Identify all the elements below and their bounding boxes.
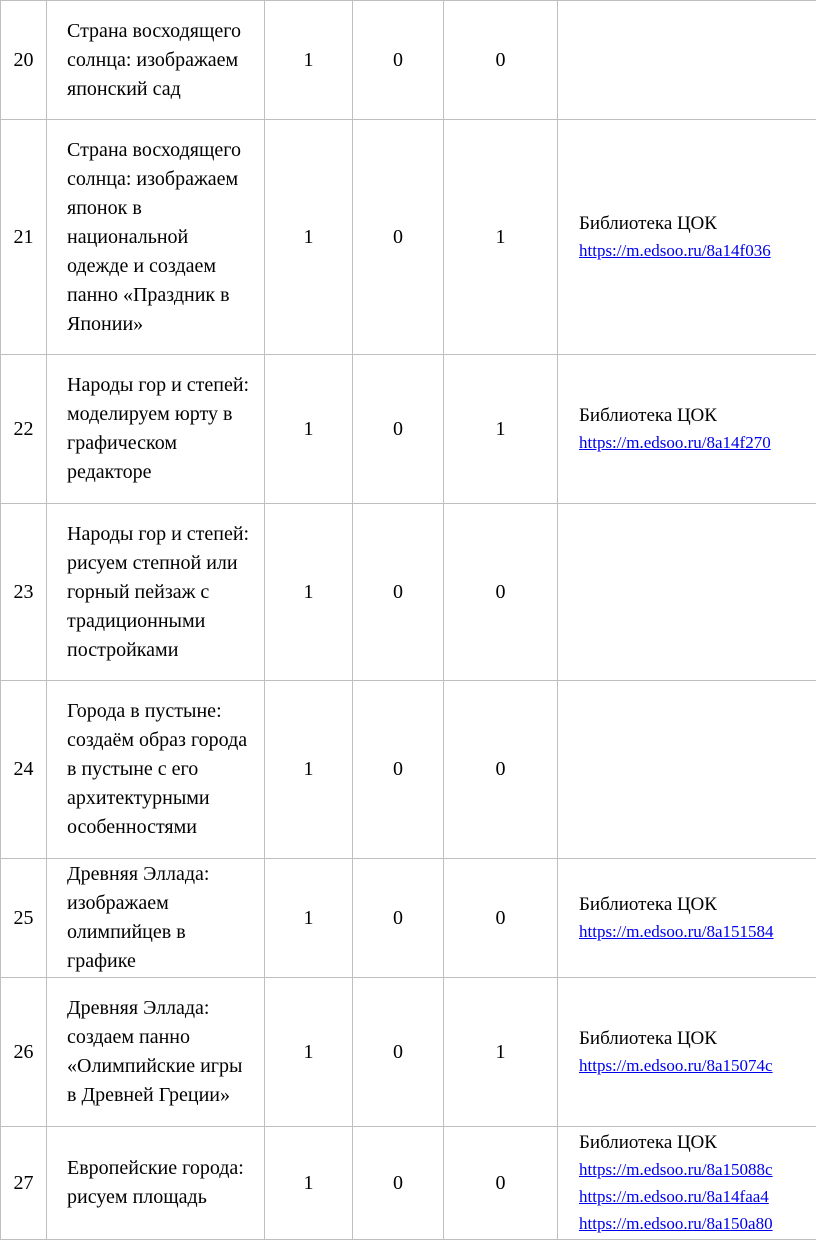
hours-total: 1 [265, 355, 353, 504]
resource-cell [558, 120, 816, 355]
resource-cell [558, 355, 816, 504]
lesson-topic: Страна восходящего солнца: изображаем японок в национальной одежде и создаем панно «Праздник в Японии» [47, 120, 265, 355]
lesson-topic: Народы гор и степей: моделируем юрту в графическом редакторе [47, 355, 265, 504]
resource-link[interactable]: https://m.edsoo.ru/8a15088c [579, 1156, 808, 1183]
resource-cell [558, 681, 816, 859]
lesson-number: 27 [1, 1127, 47, 1240]
table-row [1, 681, 816, 859]
lesson-number: 24 [1, 681, 47, 859]
hours-practice: 1 [444, 355, 558, 504]
resource-link[interactable]: https://m.edsoo.ru/8a14f270 [579, 429, 808, 456]
hours-total: 1 [265, 1127, 353, 1240]
table-row [1, 120, 816, 355]
lesson-number: 25 [1, 859, 47, 978]
lesson-number: 21 [1, 120, 47, 355]
lesson-number: 26 [1, 978, 47, 1127]
hours-test: 0 [353, 504, 444, 681]
hours-test: 0 [353, 1127, 444, 1240]
table-row [1, 355, 816, 504]
resource-cell [558, 1, 816, 120]
resource-cell [558, 1127, 816, 1240]
hours-total: 1 [265, 978, 353, 1127]
lesson-number: 22 [1, 355, 47, 504]
resource-cell [558, 859, 816, 978]
table-row [1, 1127, 816, 1240]
hours-test: 0 [353, 120, 444, 355]
resource-link[interactable]: https://m.edsoo.ru/8a151584 [579, 918, 808, 945]
hours-total: 1 [265, 120, 353, 355]
hours-practice: 0 [444, 504, 558, 681]
resource-label: Библиотека ЦОК [579, 210, 808, 237]
table-row [1, 859, 816, 978]
lesson-topic: Города в пустыне: создаём образ города в пустыне с его архитектурными особенностями [47, 681, 265, 859]
resource-cell [558, 504, 816, 681]
resource-link[interactable]: https://m.edsoo.ru/8a14f036 [579, 237, 808, 264]
table-row [1, 1, 816, 120]
hours-test: 0 [353, 859, 444, 978]
resource-cell [558, 978, 816, 1127]
hours-total: 1 [265, 1, 353, 120]
lesson-topic: Древняя Эллада: создаем панно «Олимпийские игры в Древней Греции» [47, 978, 265, 1127]
resource-label: Библиотека ЦОК [579, 402, 808, 429]
lesson-table-body [1, 1, 816, 1240]
hours-practice: 1 [444, 978, 558, 1127]
hours-practice: 0 [444, 859, 558, 978]
lesson-topic: Народы гор и степей: рисуем степной или горный пейзаж с традиционными постройками [47, 504, 265, 681]
hours-test: 0 [353, 681, 444, 859]
hours-total: 1 [265, 504, 353, 681]
hours-total: 1 [265, 681, 353, 859]
lesson-number: 23 [1, 504, 47, 681]
table-row [1, 978, 816, 1127]
resource-label: Библиотека ЦОК [579, 1025, 808, 1052]
hours-test: 0 [353, 355, 444, 504]
hours-practice: 0 [444, 1, 558, 120]
lesson-number: 20 [1, 1, 47, 120]
hours-test: 0 [353, 1, 444, 120]
hours-practice: 0 [444, 1127, 558, 1240]
hours-practice: 0 [444, 681, 558, 859]
hours-test: 0 [353, 978, 444, 1127]
table-row [1, 504, 816, 681]
lesson-topic: Европейские города: рисуем площадь [47, 1127, 265, 1240]
resource-label: Библиотека ЦОК [579, 891, 808, 918]
resource-link[interactable]: https://m.edsoo.ru/8a15074c [579, 1052, 808, 1079]
resource-label: Библиотека ЦОК [579, 1129, 808, 1156]
hours-total: 1 [265, 859, 353, 978]
resource-link[interactable]: https://m.edsoo.ru/8a150a80 [579, 1210, 808, 1237]
hours-practice: 1 [444, 120, 558, 355]
lesson-topic: Древняя Эллада: изображаем олимпийцев в графике [47, 859, 265, 978]
resource-link[interactable]: https://m.edsoo.ru/8a14faa4 [579, 1183, 808, 1210]
lesson-topic: Страна восходящего солнца: изображаем японский сад [47, 1, 265, 120]
